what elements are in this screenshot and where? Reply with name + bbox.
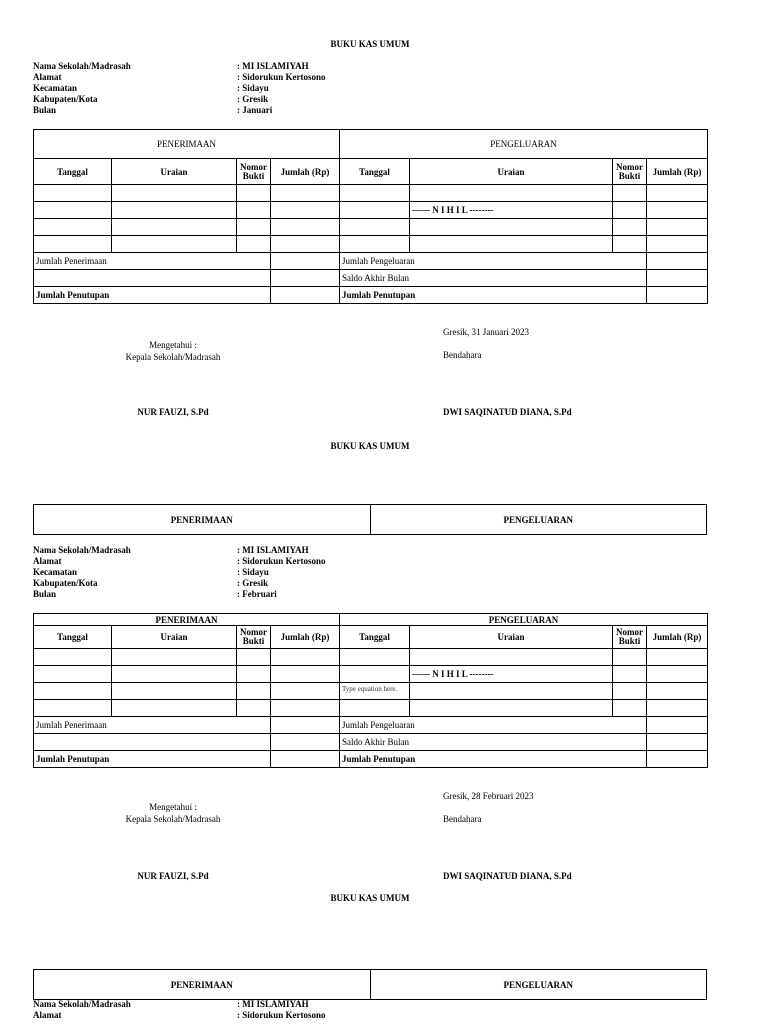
acknowledge-block xyxy=(73,801,273,825)
info-value-district: : Sidayu xyxy=(237,567,269,577)
col-proof-line1: Nomor xyxy=(616,627,643,637)
col-proof-line2: Bukti xyxy=(242,170,265,181)
col-proof-line2: Bukti xyxy=(242,636,265,646)
nihil-text: ------ N I H I L -------- xyxy=(410,202,613,219)
header-expenses: PENGELUARAN xyxy=(340,614,708,626)
table-row xyxy=(34,236,708,253)
info-value-school: : MI ISLAMIYAH xyxy=(237,61,309,71)
acknowledge-text: Mengetahui : xyxy=(149,340,197,350)
treasurer-title: Bendahara xyxy=(443,814,482,824)
info-label-month: Bulan xyxy=(33,589,57,599)
col-date: Tanggal xyxy=(34,159,112,185)
closing-total-label: Jumlah Penutupan xyxy=(340,287,647,304)
col-date: Tanggal xyxy=(34,626,112,649)
col-desc: Uraian xyxy=(410,626,613,649)
header-box xyxy=(33,969,707,1000)
treasurer-name: DWI SAQINATUD DIANA, S.Pd xyxy=(443,871,572,881)
info-value-month: : Januari xyxy=(237,105,273,115)
total-expenses-label: Jumlah Pengeluaran xyxy=(340,717,647,734)
table-row xyxy=(34,185,708,202)
acknowledge-block xyxy=(73,339,273,363)
info-block xyxy=(33,61,326,116)
col-proof-line2: Bukti xyxy=(618,170,641,181)
info-value-regency: : Gresik xyxy=(237,578,269,588)
page-title: BUKU KAS UMUM xyxy=(330,893,410,903)
info-label-school: Nama Sekolah/Madrasah xyxy=(33,545,131,555)
table-row xyxy=(34,666,708,683)
balance-label: Saldo Akhir Bulan xyxy=(340,270,647,287)
head-title: Kepala Sekolah/Madrasah xyxy=(125,814,221,824)
info-value-address: : Sidorukun Kertosono xyxy=(237,72,326,82)
header-expenses: PENGELUARAN xyxy=(370,970,707,1000)
col-amount: Jumlah (Rp) xyxy=(271,159,340,185)
info-label-district: Kecamatan xyxy=(33,567,77,577)
info-label-school: Nama Sekolah/Madrasah xyxy=(33,61,131,71)
col-proof-line1: Nomor xyxy=(616,161,644,172)
sign-date: Gresik, 28 Februari 2023 xyxy=(443,791,534,801)
head-name: NUR FAUZI, S.Pd xyxy=(137,871,209,881)
page-title: BUKU KAS UMUM xyxy=(330,441,410,451)
info-value-regency: : Gresik xyxy=(237,94,269,104)
head-name: NUR FAUZI, S.Pd xyxy=(137,407,209,417)
info-label-district: Kecamatan xyxy=(33,83,77,93)
table-row xyxy=(34,683,708,700)
info-value-month: : Februari xyxy=(237,589,277,599)
info-label-regency: Kabupaten/Kota xyxy=(33,94,98,104)
acknowledge-text: Mengetahui : xyxy=(149,802,197,812)
total-receipts-label: Jumlah Penerimaan xyxy=(34,717,271,734)
col-date: Tanggal xyxy=(340,626,410,649)
header-receipts: PENERIMAAN xyxy=(34,505,371,535)
info-label-address: Alamat xyxy=(33,556,62,566)
treasurer-title: Bendahara xyxy=(443,350,482,360)
cash-book-table xyxy=(33,613,708,768)
col-amount: Jumlah (Rp) xyxy=(647,159,708,185)
table-row xyxy=(34,219,708,236)
col-proof-line2: Bukti xyxy=(618,636,641,646)
closing-total-label: Jumlah Penutupan xyxy=(340,751,647,768)
cash-book-table xyxy=(33,129,708,304)
table-row xyxy=(34,202,708,219)
info-value-address: : Sidorukun Kertosono xyxy=(237,556,326,566)
equation-placeholder[interactable]: Type equation here. xyxy=(342,685,398,693)
col-proof xyxy=(613,626,647,649)
info-label-month: Bulan xyxy=(33,105,57,115)
info-block xyxy=(33,545,326,600)
total-expenses-label: Jumlah Pengeluaran xyxy=(340,253,647,270)
col-date: Tanggal xyxy=(340,159,410,185)
col-desc: Uraian xyxy=(112,626,237,649)
closing-total-label: Jumlah Penutupan xyxy=(34,751,271,768)
col-amount: Jumlah (Rp) xyxy=(647,626,708,649)
info-value-school: : MI ISLAMIYAH xyxy=(237,999,309,1009)
col-desc: Uraian xyxy=(410,159,613,185)
page-title: BUKU KAS UMUM xyxy=(330,39,410,49)
col-amount: Jumlah (Rp) xyxy=(271,626,340,649)
header-receipts: PENERIMAAN xyxy=(34,130,340,159)
info-label-address: Alamat xyxy=(33,1010,62,1020)
header-receipts: PENERIMAAN xyxy=(34,614,340,626)
balance-label: Saldo Akhir Bulan xyxy=(340,734,647,751)
col-proof-line1: Nomor xyxy=(240,161,267,172)
info-block xyxy=(33,999,326,1021)
sign-date: Gresik, 31 Januari 2023 xyxy=(443,327,529,337)
col-desc: Uraian xyxy=(112,159,237,185)
col-proof-line1: Nomor xyxy=(240,627,267,637)
col-proof xyxy=(613,159,647,185)
header-expenses: PENGELUARAN xyxy=(340,130,708,159)
info-value-school: : MI ISLAMIYAH xyxy=(237,545,309,555)
nihil-text: ------ N I H I L -------- xyxy=(410,666,613,683)
header-expenses: PENGELUARAN xyxy=(370,505,707,535)
info-label-regency: Kabupaten/Kota xyxy=(33,578,98,588)
treasurer-name: DWI SAQINATUD DIANA, S.Pd xyxy=(443,407,572,417)
header-box xyxy=(33,504,707,535)
header-receipts: PENERIMAAN xyxy=(34,970,371,1000)
col-proof xyxy=(237,626,271,649)
closing-total-label: Jumlah Penutupan xyxy=(34,287,271,304)
info-label-address: Alamat xyxy=(33,72,62,82)
head-title: Kepala Sekolah/Madrasah xyxy=(125,352,221,362)
info-label-school: Nama Sekolah/Madrasah xyxy=(33,999,131,1009)
table-row xyxy=(34,700,708,717)
info-value-district: : Sidayu xyxy=(237,83,269,93)
table-row xyxy=(34,649,708,666)
total-receipts-label: Jumlah Penerimaan xyxy=(34,253,271,270)
info-value-address: : Sidorukun Kertosono xyxy=(237,1010,326,1020)
col-proof xyxy=(237,159,271,185)
